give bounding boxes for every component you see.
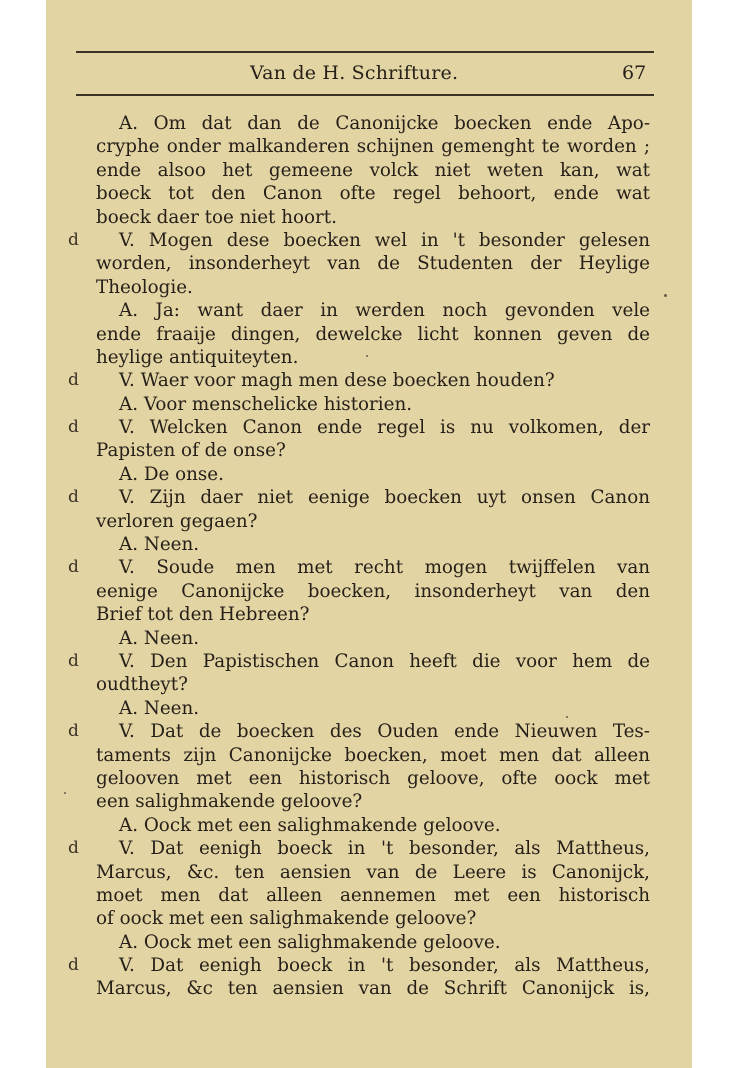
margin-marker: d: [68, 955, 79, 976]
margin-marker: d: [68, 838, 79, 859]
paper-speck: [366, 355, 368, 357]
line-text: boeck tot den Canon ofte regel behoort, ende wat: [96, 183, 650, 205]
line-text: A. Om dat dan de Canonijcke boecken ende Apo-: [119, 113, 650, 134]
page-number: 67: [622, 62, 647, 84]
text-line: [46, 580, 692, 603]
text-line: [46, 907, 692, 930]
running-header-title: Van de H. Schrifture.: [250, 62, 459, 84]
text-line: [46, 510, 692, 533]
text-line: [46, 744, 692, 767]
margin-marker: d: [68, 721, 79, 742]
margin-marker: d: [68, 650, 79, 671]
line-text: A. Neen.: [119, 627, 200, 649]
line-text: verloren gegaen?: [96, 510, 258, 532]
text-line: [46, 159, 692, 182]
text-line: [46, 556, 692, 579]
text-line: [46, 861, 692, 884]
text-line: [46, 252, 692, 275]
line-text: cryphe onder malkanderen schijnen gemenght te worden ;: [96, 136, 650, 158]
text-line: [46, 182, 692, 205]
line-text: worden, insonderheyt van de Studenten der Heylige: [96, 253, 650, 275]
line-text: Brief tot den Hebreen?: [96, 604, 310, 626]
line-text: A. De onse.: [119, 463, 224, 485]
line-text: oudtheyt?: [96, 674, 188, 696]
line-text: boeck daer toe niet hoort.: [96, 206, 337, 228]
line-text: Marcus, &c. ten aensien van de Leere is Canonijck,: [96, 861, 650, 883]
text-line: [46, 673, 692, 696]
line-text: V. Zijn daer niet eenige boecken uyt onsen Canon: [119, 487, 650, 509]
line-text: een salighmakende geloove?: [96, 791, 363, 813]
text-line: [46, 977, 692, 1000]
text-line: [46, 697, 692, 720]
text-line: [46, 814, 692, 837]
line-text: V. Dat eenigh boeck in 't besonder, als Mattheus,: [119, 838, 650, 860]
text-line: [46, 229, 692, 252]
text-line: [46, 346, 692, 369]
line-text: taments zijn Canonijcke boecken, moet men dat alleen: [96, 744, 650, 766]
line-text: gelooven met een historisch geloove, ofte oock met: [96, 767, 650, 789]
text-line: [46, 206, 692, 229]
text-line: [46, 323, 692, 346]
margin-marker: d: [68, 229, 79, 250]
text-line: [46, 627, 692, 650]
margin-marker: d: [68, 370, 79, 391]
line-text: of oock met een salighmakende geloove?: [96, 908, 477, 930]
line-text: Theologie.: [96, 276, 193, 298]
margin-marker: d: [68, 557, 79, 578]
text-line: [46, 790, 692, 813]
text-line: [46, 650, 692, 673]
line-text: A. Oock met een salighmakende geloove.: [119, 931, 501, 953]
line-text: V. Mogen dese boecken wel in 't besonder gelesen: [119, 229, 650, 251]
line-text: V. Welcken Canon ende regel is nu volkomen, der: [119, 417, 650, 439]
text-line: [46, 533, 692, 556]
line-text: V. Soude men met recht mogen twijffelen van: [119, 557, 650, 579]
line-text: V. Waer voor magh men dese boecken houden?: [119, 370, 555, 392]
text-line: [46, 299, 692, 322]
line-text: ende fraaije dingen, dewelcke licht konnen geven de: [96, 323, 650, 345]
line-text: V. Den Papistischen Canon heeft die voor hem de: [119, 650, 650, 672]
paper-speck: [566, 716, 568, 718]
text-line: [46, 276, 692, 299]
book-page: [46, 0, 692, 1068]
text-line: [46, 135, 692, 158]
margin-marker: d: [68, 487, 79, 508]
text-line: [46, 931, 692, 954]
line-text: A. Neen.: [119, 534, 200, 556]
line-text: moet men dat alleen aennemen met een historisch: [96, 884, 650, 906]
text-line: [46, 767, 692, 790]
text-line: [46, 416, 692, 439]
line-text: A. Neen.: [119, 697, 200, 719]
line-text: V. Dat de boecken des Ouden ende Nieuwen Tes-: [119, 721, 650, 743]
text-line: [46, 112, 692, 135]
text-line: [46, 954, 692, 977]
text-line: [46, 603, 692, 626]
line-text: A. Ja: want daer in werden noch gevonden vele: [119, 300, 650, 322]
text-line: [46, 720, 692, 743]
line-text: A. Oock met een salighmakende geloove.: [119, 814, 501, 836]
text-line: [46, 463, 692, 486]
line-text: Marcus, &c ten aensien van de Schrift Canonijck is,: [96, 978, 650, 1000]
text-line: [46, 393, 692, 416]
line-text: A. Voor menschelicke historien.: [119, 393, 413, 415]
paper-speck: [664, 294, 667, 297]
text-line: [46, 369, 692, 392]
text-line: [46, 884, 692, 907]
text-line: [46, 837, 692, 860]
margin-marker: d: [68, 417, 79, 438]
line-text: ende alsoo het gemeene volck niet weten kan, wat: [96, 159, 650, 181]
text-line: [46, 486, 692, 509]
text-line: [46, 439, 692, 462]
paper-speck: [64, 792, 66, 794]
header-bottom-rule: [76, 94, 654, 96]
line-text: heylige antiquiteyten.: [96, 346, 299, 368]
line-text: V. Dat eenigh boeck in 't besonder, als Mattheus,: [119, 955, 650, 977]
page-body-text: [46, 112, 692, 1001]
header-top-rule: [76, 51, 654, 53]
line-text: Papisten of de onse?: [96, 440, 286, 462]
line-text: eenige Canonijcke boecken, insonderheyt van den: [96, 580, 650, 602]
